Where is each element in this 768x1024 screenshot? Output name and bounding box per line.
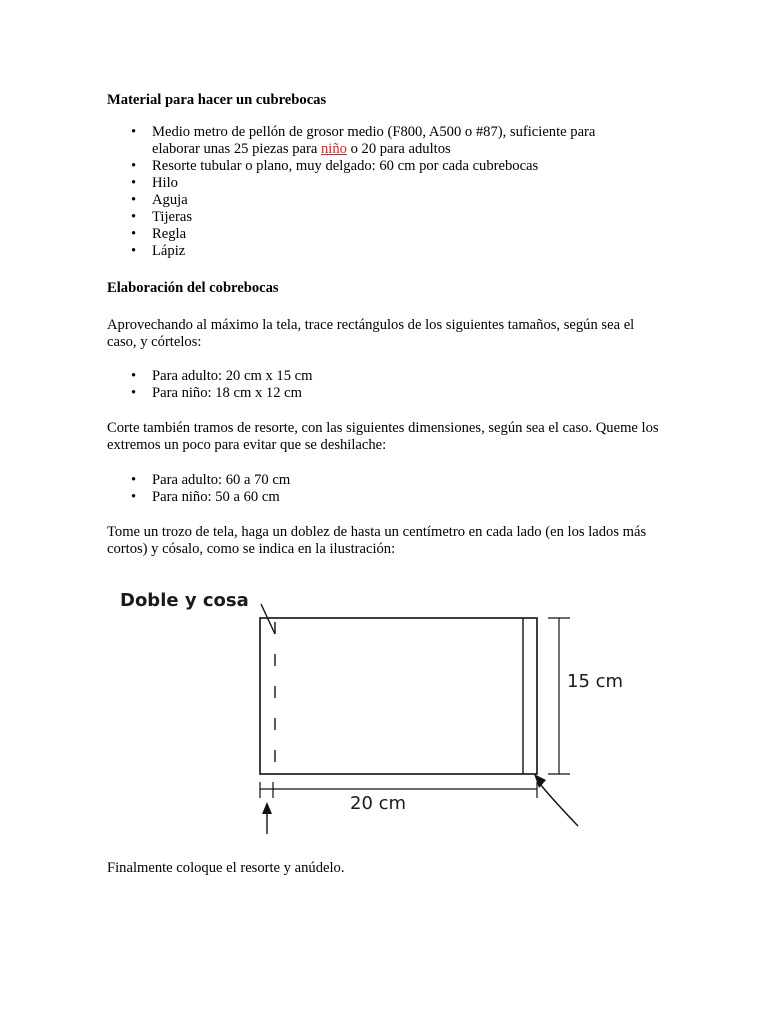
fold-diagram [100, 576, 660, 840]
bullet-icon: • [131, 368, 137, 384]
list-item [107, 158, 627, 175]
height-label: 15 cm [567, 671, 624, 692]
arrow-up-icon [262, 802, 272, 814]
list-item-text: Lápiz [152, 243, 186, 259]
list-item-text: Para adulto: 20 cm x 15 cm [152, 368, 313, 384]
list-item-text: Hilo [152, 175, 178, 191]
list-item-text: Aguja [152, 192, 188, 208]
list-item-text: o 20 para adultos [346, 141, 451, 157]
list-item [107, 489, 627, 506]
bullet-icon: • [131, 243, 137, 259]
bullet-icon: • [131, 192, 137, 208]
bullet-icon: • [131, 209, 137, 225]
paragraph-fold: Tome un trozo de tela, haga un doblez de hasta un centímetro en cada lado (en los lados más cortos) y cósalo, como se indica en la ilustración: [107, 524, 647, 557]
list-item-text: Regla [152, 226, 187, 242]
elastic-list [107, 472, 627, 506]
materials-list [107, 124, 627, 260]
elaboration-heading: Elaboración del cobrebocas [107, 280, 279, 296]
list-item [107, 385, 627, 402]
list-item [107, 124, 627, 158]
sizes-list [107, 368, 627, 402]
paragraph-trace: Aprovechando al máximo la tela, trace rectángulos de los siguientes tamaños, según sea el caso, y córtelos: [107, 317, 635, 350]
list-item-text: Resorte tubular o plano, muy delgado: 60 cm por cada cubrebocas [152, 158, 539, 174]
list-item-text: Para niño: 50 a 60 cm [152, 489, 280, 505]
bullet-icon: • [131, 385, 137, 401]
fold-diagram-svg [100, 576, 660, 840]
fold-pointer-line [261, 604, 275, 634]
nino-link[interactable]: niño [320, 141, 347, 157]
paragraph-elastic: Corte también tramos de resorte, con las siguientes dimensiones, según sea el caso. Queme los extremos un poco para evitar que se deshilache: [107, 420, 659, 453]
list-item-text: Para adulto: 60 a 70 cm [152, 472, 291, 488]
bullet-icon: • [131, 158, 137, 174]
list-item [107, 209, 627, 226]
list-item-text: Medio metro de pellón de grosor medio (F800, A500 o #87), suficiente para elaborar unas 25 piezas para [152, 124, 596, 157]
list-item [107, 175, 627, 192]
fold-label: Doble y cosa [120, 590, 249, 611]
right-fold-arrow-curve [540, 784, 578, 826]
material-heading: Material para hacer un cubrebocas [107, 92, 327, 108]
fabric-rectangle [260, 618, 537, 774]
paragraph-final: Finalmente coloque el resorte y anúdelo. [107, 860, 345, 876]
list-item [107, 243, 627, 260]
bullet-icon: • [131, 124, 137, 140]
arrow-icon [534, 774, 546, 788]
list-item-text: Para niño: 18 cm x 12 cm [152, 385, 302, 401]
list-item [107, 472, 627, 489]
bullet-icon: • [131, 489, 137, 505]
list-item [107, 368, 627, 385]
bullet-icon: • [131, 175, 137, 191]
bullet-icon: • [131, 472, 137, 488]
bullet-icon: • [131, 226, 137, 242]
list-item-text: Tijeras [152, 209, 193, 225]
list-item [107, 192, 627, 209]
width-label: 20 cm [350, 793, 407, 814]
list-item [107, 226, 627, 243]
